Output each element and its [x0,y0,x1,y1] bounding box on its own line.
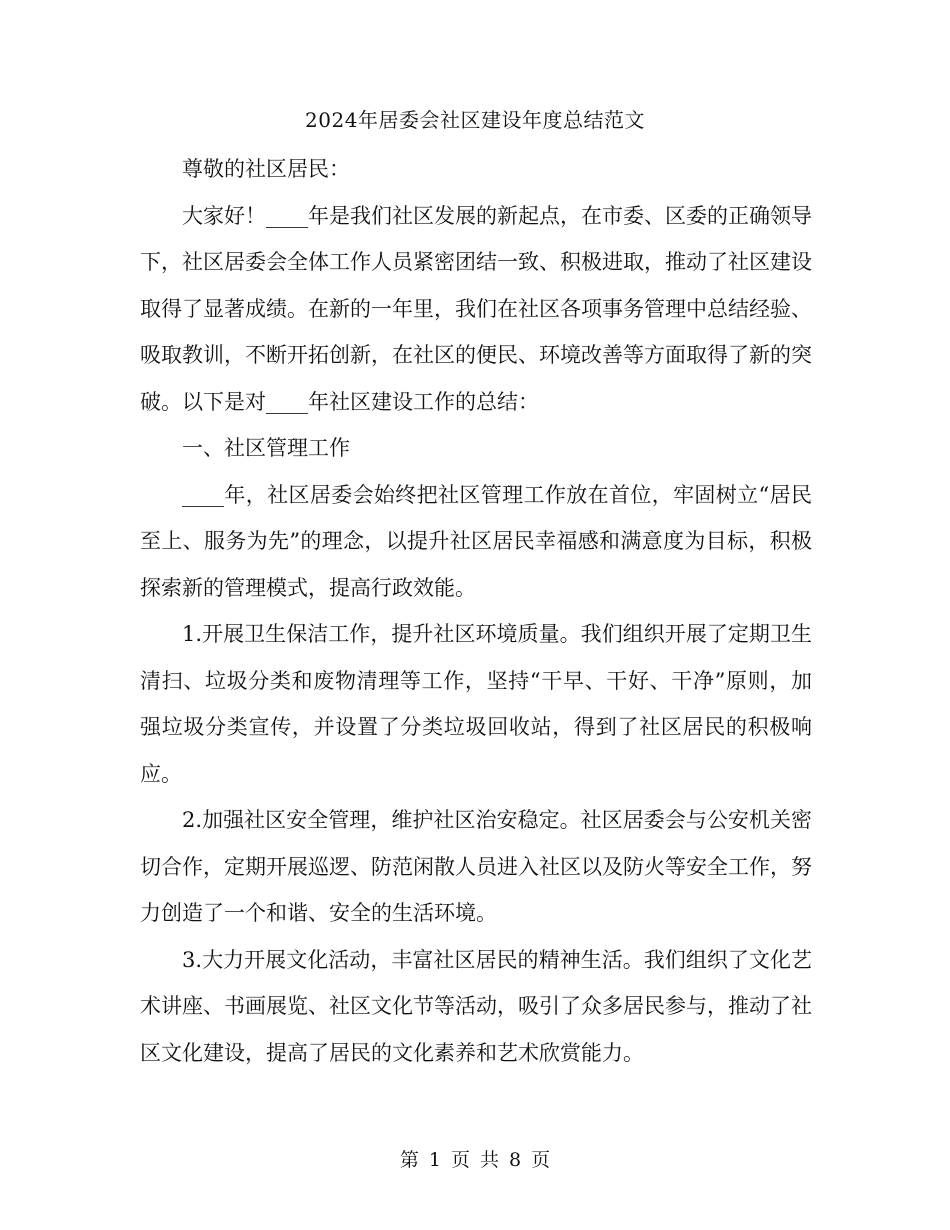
footer-total-pages: 8 [509,1149,522,1171]
page-footer [0,1147,950,1173]
section-paragraph: ____年，社区居委会始终把社区管理工作放在首位，牢固树立“居民至上、服务为先”的理念，以提升社区居民幸福感和满意度为目标，积极探索新的管理模式，提高行政效能。 [140,482,812,600]
footer-label-unit: 页 [450,1149,470,1171]
item-paragraph-1: 1.开展卫生保洁工作，提升社区环境质量。我们组织开展了定期卫生清扫、垃圾分类和废物清理等工作，坚持“干早、干好、干净”原则，加强垃圾分类宣传，并设置了分类垃圾回收站，得到了社区居民的积极响应。 [140,622,812,786]
section-heading: 一、社区管理工作 [182,436,350,460]
footer-label-unit-end: 页 [531,1149,551,1171]
document-title: 2024年居委会社区建设年度总结范文 [305,108,645,132]
footer-label-page: 第 [399,1149,419,1171]
item-paragraph-2: 2.加强社区安全管理，维护社区治安稳定。社区居委会与公安机关密切合作，定期开展巡逻、防范闲散人员进入社区以及防火等安全工作，努力创造了一个和谐、安全的生活环境。 [140,808,812,925]
footer-current-page: 1 [428,1149,441,1171]
footer-label-total: 共 [480,1149,500,1171]
item-paragraph-3: 3.大力开展文化活动，丰富社区居民的精神生活。我们组织了文化艺术讲座、书画展览、社区文化节等活动，吸引了众多居民参与，推动了社区文化建设，提高了居民的文化素养和艺术欣赏能力。 [140,947,812,1065]
salutation-paragraph: 尊敬的社区居民： [182,157,350,181]
document-body [140,146,812,1076]
intro-paragraph: 大家好！____年是我们社区发展的新起点，在市委、区委的正确领导下，社区居委会全体工作人员紧密团结一致、积极进取，推动了社区建设取得了显著成绩。在新的一年里，我们在社区各项事务管理中总结经验、吸取教训，不断开拓创新，在社区的便民、环境改善等方面取得了新的突破。以下是对____年社区建设工作的总结： [140,203,812,414]
